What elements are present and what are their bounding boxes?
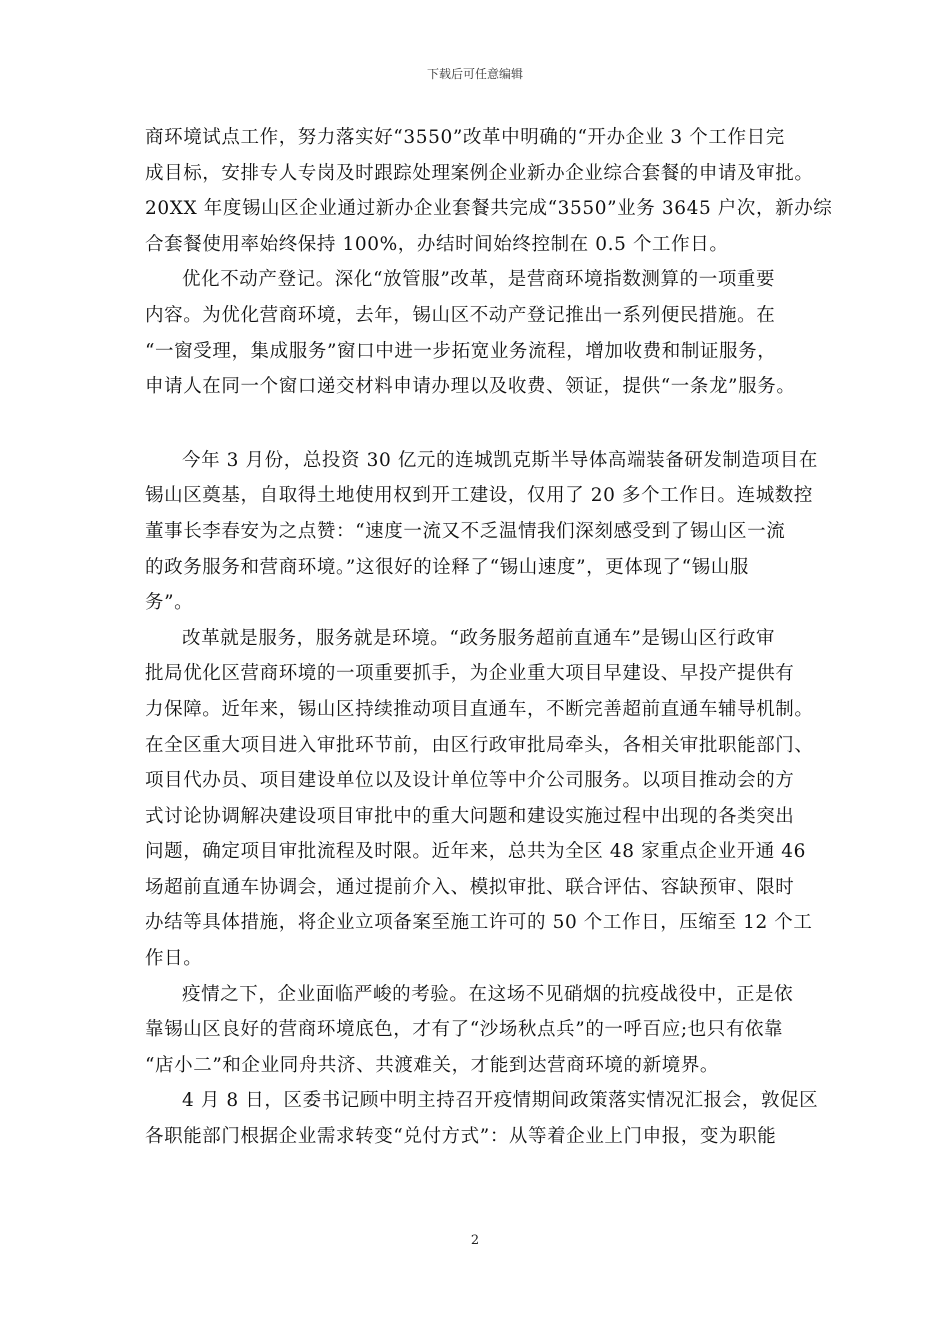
paragraph-gap bbox=[145, 405, 809, 443]
text-line: 作日。 bbox=[145, 948, 203, 970]
text-line: 式讨论协调解决建设项目审批中的重大问题和建设实施过程中出现的各类突出 bbox=[145, 805, 795, 827]
text-line: 改革就是服务，服务就是环境。“政务服务超前直通车”是锡山区行政审 bbox=[182, 627, 776, 649]
paragraph bbox=[145, 977, 809, 1084]
text-line: 内容。为优化营商环境，去年，锡山区不动产登记推出一系列便民措施。在 bbox=[145, 304, 776, 326]
text-line: “一窗受理，集成服务”窗口中进一步拓宽业务流程，增加收费和制证服务， bbox=[145, 340, 777, 362]
text-line: 20XX 年度锡山区企业通过新办企业套餐共完成“3550”业务 3645 户次，新办综 bbox=[145, 198, 833, 220]
page-number: 2 bbox=[470, 1233, 480, 1248]
text-line: 问题，确定项目审批流程及时限。近年来，总共为全区 48 家重点企业开通 46 bbox=[145, 841, 807, 863]
text-line: 董事长李春安为之点赞：“速度一流又不乏温情我们深刻感受到了锡山区一流 bbox=[145, 520, 786, 542]
text-line: 优化不动产登记。深化“放管服”改革，是营商环境指数测算的一项重要 bbox=[182, 269, 776, 291]
text-line: 靠锡山区良好的营商环境底色，才有了“沙场秋点兵”的一呼百应;也只有依靠 bbox=[145, 1019, 784, 1041]
text-line: 商环境试点工作，努力落实好“3550”改革中明确的“开办企业 3 个工作日完 bbox=[145, 127, 785, 148]
text-line: 场超前直通车协调会，通过提前介入、模拟审批、联合评估、容缺预审、限时 bbox=[145, 876, 795, 898]
text-line: 在全区重大项目进入审批环节前，由区行政审批局牵头，各相关审批职能部门、 bbox=[145, 734, 814, 756]
text-line: 锡山区奠基，自取得土地使用权到开工建设，仅用了 20 多个工作日。连城数控 bbox=[145, 485, 814, 507]
text-line: 今年 3 月份，总投资 30 亿元的连城凯克斯半导体高端装备研发制造项目在 bbox=[182, 449, 819, 471]
text-line: 项目代办员、项目建设单位以及设计单位等中介公司服务。以项目推动会的方 bbox=[145, 770, 795, 792]
text-line: 4 月 8 日，区委书记顾中明主持召开疫情期间政策落实情况汇报会，敦促区 bbox=[182, 1090, 819, 1112]
text-line: 力保障。近年来，锡山区持续推动项目直通车，不断完善超前直通车辅导机制。 bbox=[145, 698, 814, 720]
paragraph bbox=[145, 120, 833, 262]
document-body bbox=[145, 120, 833, 1155]
text-line: 申请人在同一个窗口递交材料申请办理以及收费、领证，提供“一条龙”服务。 bbox=[145, 376, 796, 398]
text-line: 的政务服务和营商环境。”这很好的诠释了“锡山速度”，更体现了“锡山服 bbox=[145, 556, 749, 578]
paragraph bbox=[145, 443, 819, 621]
text-line: 批局优化区营商环境的一项重要抓手，为企业重大项目早建设、早投产提供有 bbox=[145, 663, 795, 685]
paragraph bbox=[145, 262, 809, 404]
page-header: 下载后可任意编辑 bbox=[426, 67, 523, 81]
text-line: “店小二”和企业同舟共济、共渡难关，才能到达营商环境的新境界。 bbox=[145, 1054, 720, 1076]
text-line: 合套餐使用率始终保持 100%，办结时间始终控制在 0.5 个工作日。 bbox=[145, 233, 729, 255]
text-line: 成目标，安排专人专岗及时跟踪处理案例企业新办企业综合套餐的申请及审批。 bbox=[145, 162, 814, 184]
text-line: 办结等具体措施，将企业立项备案至施工许可的 50 个工作日，压缩至 12 个工 bbox=[145, 912, 813, 934]
paragraph bbox=[145, 1083, 819, 1154]
text-line: 疫情之下，企业面临严峻的考验。在这场不见硝烟的抗疫战役中，正是依 bbox=[182, 983, 794, 1005]
text-line: 务”。 bbox=[145, 592, 194, 614]
paragraph bbox=[145, 621, 814, 977]
text-line: 各职能部门根据企业需求转变“兑付方式”：从等着企业上门申报，变为职能 bbox=[145, 1126, 777, 1148]
